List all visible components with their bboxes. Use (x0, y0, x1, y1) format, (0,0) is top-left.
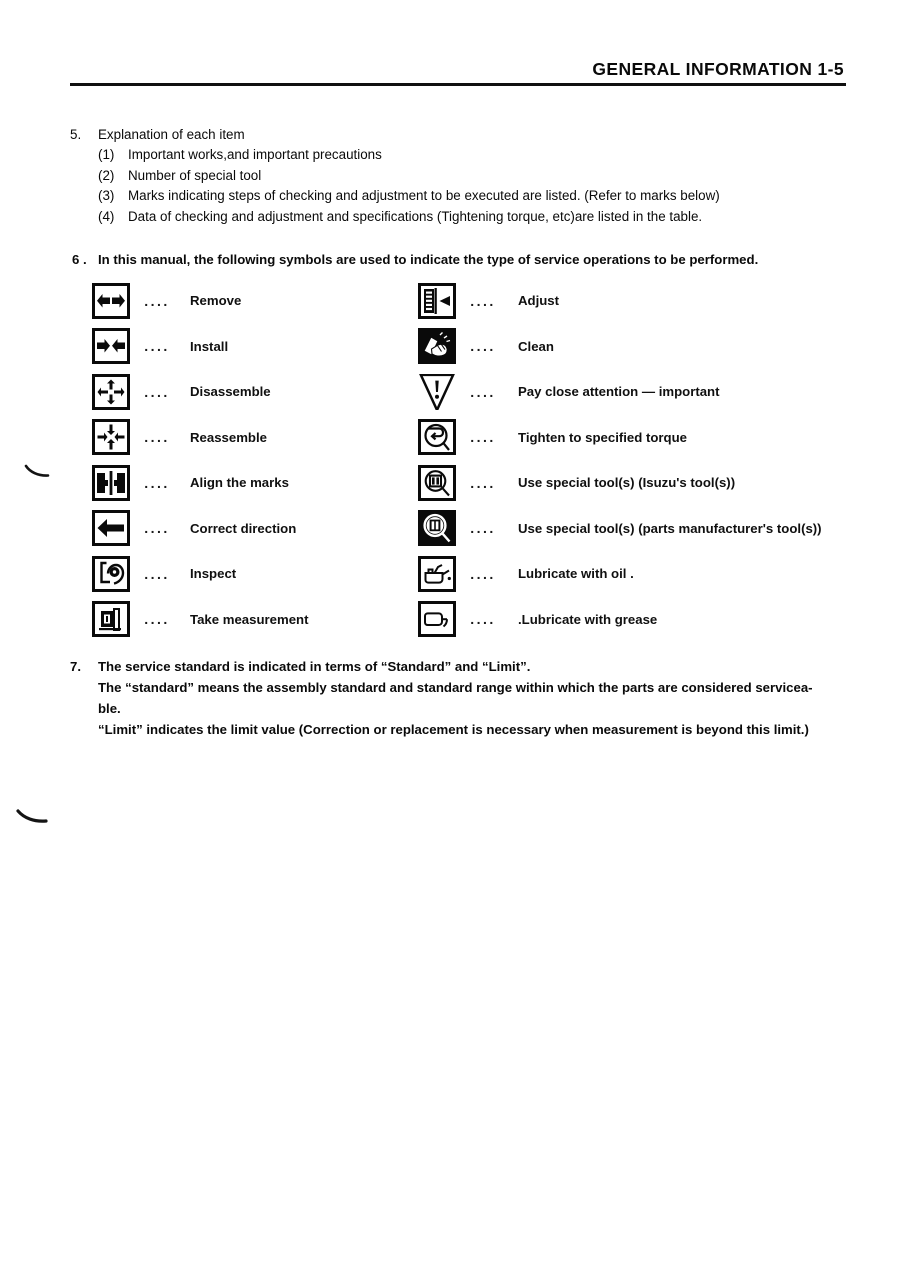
legend-label-pay-close-attention: Pay close attention — important (518, 384, 720, 400)
legend-row-align-the-marks (92, 460, 309, 506)
oil-can-icon (418, 556, 456, 592)
four-arrows-inward-icon (92, 419, 130, 455)
legend-row-lubricate-with-grease (418, 597, 822, 643)
list-item-marker: (3) (98, 188, 115, 204)
legend-label-remove: Remove (190, 293, 242, 309)
header-rule (70, 83, 846, 86)
legend-row-remove (92, 278, 309, 324)
special-tool-parts-maker-icon (418, 510, 456, 546)
legend-label-reassemble: Reassemble (190, 429, 267, 445)
legend-dots: .... (144, 520, 170, 537)
torque-wrench-icon (418, 419, 456, 455)
align-marks-icon (92, 465, 130, 501)
list-item (98, 145, 860, 165)
legend-dots: .... (470, 565, 496, 582)
list-item-text: Marks indicating steps of checking and adjustment to be executed are listed. (Refer to marks below) (128, 188, 720, 204)
section-five-number: 5. (70, 127, 82, 142)
section-service-standard (70, 657, 870, 740)
legend-dots: .... (144, 474, 170, 491)
legend-row-tighten-to-specified-torque (418, 415, 822, 461)
legend-label-tighten-to-specified-torque: Tighten to specified torque (518, 429, 688, 445)
legend-label-take-measurement: Take measurement (190, 611, 309, 627)
page-title: GENERAL INFORMATION 1-5 (592, 59, 844, 79)
legend-dots: .... (144, 565, 170, 582)
double-arrow-inward-icon (92, 328, 130, 364)
section-six-text: In this manual, the following symbols are used to indicate the type of service operations to be performed. (98, 252, 759, 267)
list-item-marker: (4) (98, 208, 115, 224)
section-five-heading: Explanation of each item (98, 127, 245, 142)
double-arrow-outward-icon (92, 283, 130, 319)
symbol-legend-right-column (418, 278, 822, 642)
list-item-marker: (2) (98, 167, 115, 183)
list-item-text: Number of special tool (128, 167, 262, 183)
section-seven-line-4: “Limit” indicates the limit value (Correction or replacement is necessary when measurement is beyond this limit.) (98, 721, 809, 737)
adjust-scale-icon (418, 283, 456, 319)
section-seven-number: 7. (70, 659, 81, 674)
legend-label-lubricate-with-grease: .Lubricate with grease (518, 611, 658, 627)
section-explanation-of-each-item (70, 125, 860, 227)
legend-dots: .... (144, 611, 170, 628)
legend-dots: .... (470, 429, 496, 446)
legend-row-pay-close-attention (418, 369, 822, 415)
warning-triangle-icon (418, 374, 456, 410)
legend-label-lubricate-with-oil: Lubricate with oil . (518, 566, 634, 582)
section-seven-line-1: The service standard is indicated in terms of “Standard” and “Limit”. (98, 659, 531, 674)
legend-label-special-tool-isuzu: Use special tool(s) (Isuzu's tool(s)) (518, 475, 736, 491)
legend-row-install (92, 324, 309, 370)
list-item-text: Important works,and important precautions (128, 147, 382, 163)
legend-label-clean: Clean (518, 338, 554, 354)
special-tool-isuzu-icon (418, 465, 456, 501)
legend-row-clean (418, 324, 822, 370)
legend-label-correct-direction: Correct direction (190, 520, 297, 536)
legend-dots: .... (144, 383, 170, 400)
section-seven-first-row (70, 657, 870, 678)
section-seven-line-2: The “standard” means the assembly standard and standard range within which the parts are considered servicea- (98, 679, 813, 695)
legend-row-correct-direction (92, 506, 309, 552)
page-header (70, 60, 846, 86)
legend-row-inspect (92, 551, 309, 597)
legend-row-special-tool-parts-maker (418, 506, 822, 552)
section-six-intro-row (72, 250, 862, 270)
left-arrow-icon (92, 510, 130, 546)
take-measurement-icon (92, 601, 130, 637)
legend-row-lubricate-with-oil (418, 551, 822, 597)
symbol-legend-left-column (92, 278, 309, 642)
legend-label-adjust: Adjust (518, 293, 560, 309)
section-seven-line-3: ble. (98, 700, 121, 716)
legend-dots: .... (470, 520, 496, 537)
section-six-number: 6 . (72, 252, 87, 267)
list-item-text: Data of checking and adjustment and specifications (Tightening torque, etc)are listed in the table. (128, 208, 703, 224)
legend-row-disassemble (92, 369, 309, 415)
legend-dots: .... (470, 474, 496, 491)
legend-dots: .... (470, 611, 496, 628)
four-arrows-outward-icon (92, 374, 130, 410)
legend-row-adjust (418, 278, 822, 324)
section-five-heading-row (70, 125, 860, 145)
list-item (98, 207, 860, 227)
legend-label-install: Install (190, 338, 229, 354)
legend-dots: .... (144, 429, 170, 446)
list-item-marker: (1) (98, 147, 115, 163)
margin-scan-mark (18, 462, 62, 484)
margin-scan-mark (12, 806, 56, 828)
legend-dots: .... (470, 338, 496, 355)
legend-dots: .... (470, 383, 496, 400)
legend-label-align-the-marks: Align the marks (190, 475, 289, 491)
inspect-eye-icon (92, 556, 130, 592)
legend-dots: .... (144, 338, 170, 355)
section-symbols-intro (72, 250, 862, 270)
legend-label-inspect: Inspect (190, 566, 237, 582)
clean-brush-hand-icon (418, 328, 456, 364)
legend-dots: .... (470, 292, 496, 309)
list-item (98, 186, 860, 206)
legend-row-special-tool-isuzu (418, 460, 822, 506)
legend-row-take-measurement (92, 597, 309, 643)
legend-dots: .... (144, 292, 170, 309)
legend-label-disassemble: Disassemble (190, 384, 271, 400)
grease-gun-icon (418, 601, 456, 637)
legend-row-reassemble (92, 415, 309, 461)
list-item (98, 166, 860, 186)
legend-label-special-tool-parts-maker: Use special tool(s) (parts manufacturer's tool(s)) (518, 520, 822, 536)
